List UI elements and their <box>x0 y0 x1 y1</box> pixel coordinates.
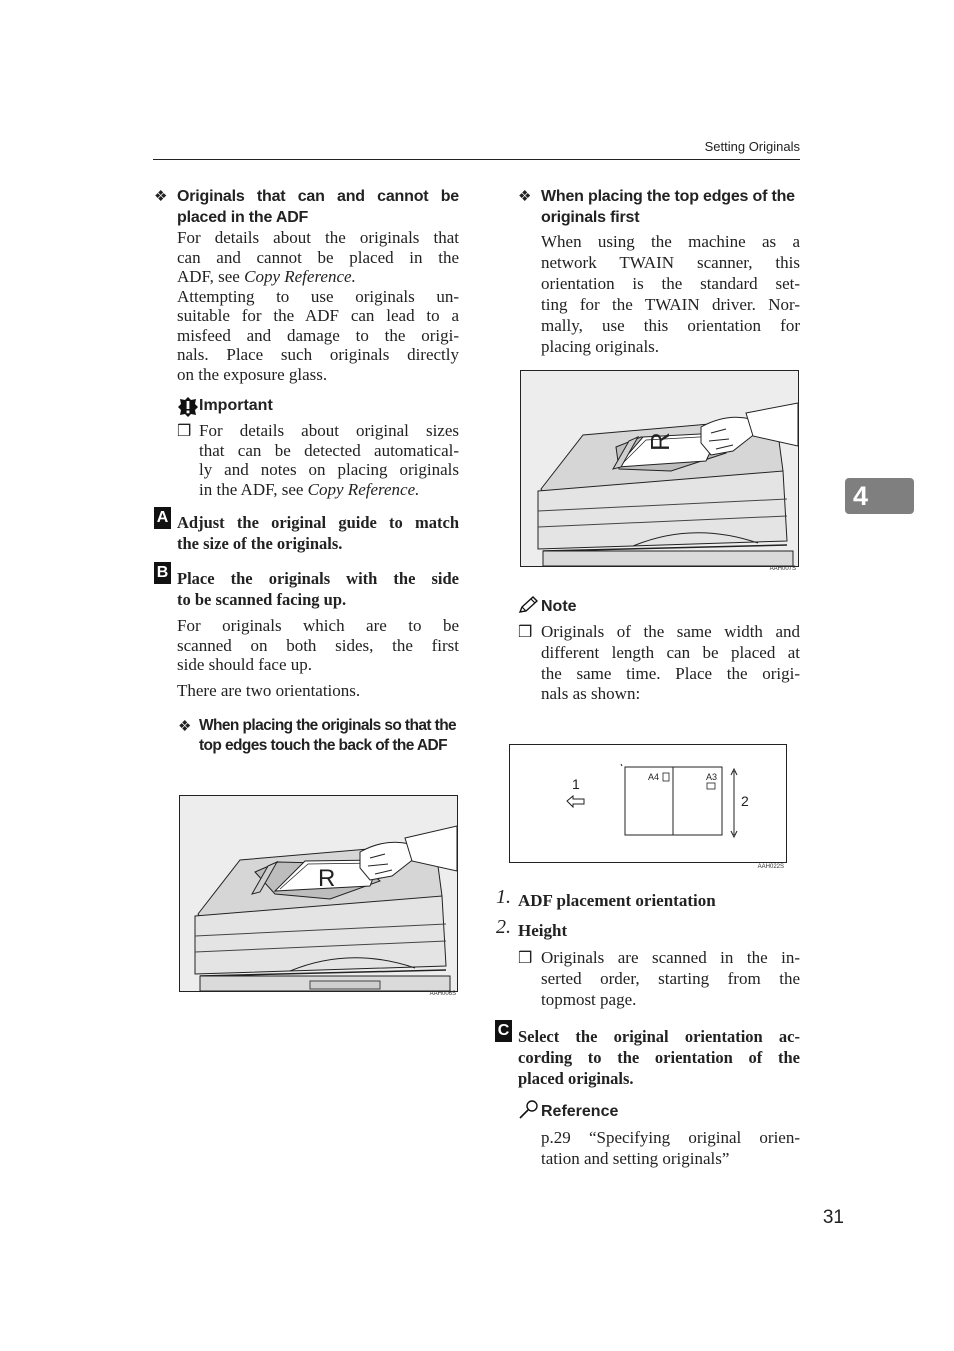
step-2-text <box>177 568 459 610</box>
text-line: side should face up. <box>177 655 313 674</box>
figure-code: AAH006S <box>429 991 456 997</box>
step-1-text <box>177 512 459 554</box>
list-number: 2. <box>496 916 511 938</box>
pencil-icon <box>518 596 538 614</box>
note-label: Note <box>541 598 577 615</box>
note-body <box>541 622 800 705</box>
text-run: in the ADF, see <box>199 479 308 499</box>
text-line: Place the originals with the side <box>177 569 459 588</box>
text-line: mally, use this orientation for <box>541 316 800 335</box>
header-rule <box>153 159 800 160</box>
text-line: Attempting to use originals un- <box>177 286 459 306</box>
text-line: suitable for the ADF can lead to a <box>177 306 459 325</box>
chapter-tab: 4 <box>845 478 914 514</box>
original-letter: R <box>318 865 336 892</box>
paper-orientation-diagram <box>509 744 787 863</box>
diagram-a3-label: A3 <box>706 772 718 782</box>
text-line: ting for the TWAIN driver. Nor- <box>541 295 800 314</box>
text-line <box>177 267 459 287</box>
step-3-text <box>518 1026 800 1089</box>
section-title <box>177 186 459 228</box>
step-2-body <box>177 616 459 700</box>
reference-body <box>541 1127 800 1169</box>
text-run: ADF, see <box>177 267 245 286</box>
step-marker-3: C <box>495 1020 512 1042</box>
step-marker-2: B <box>154 562 171 584</box>
text-line: cording to the orientation of the <box>518 1048 800 1067</box>
text-line <box>199 480 459 500</box>
list-note-body <box>541 948 800 1010</box>
diagram-label-1: 1 <box>572 776 580 792</box>
figure-code: AAH022S <box>757 864 784 870</box>
list-item <box>496 916 568 940</box>
reference-link[interactable]: tation and setting originals” <box>541 1149 730 1168</box>
text-line: topmost page. <box>541 989 637 1009</box>
original-letter: R <box>645 432 675 451</box>
important-label: Important <box>199 397 273 414</box>
text-line: When using the machine as a <box>541 232 800 251</box>
adf-illustration-back-edge <box>179 795 458 992</box>
section-bullet-icon: ❖ <box>154 189 168 205</box>
page-number: 31 <box>822 1207 844 1228</box>
magnifier-icon <box>518 1100 540 1120</box>
text-line: nals. Place such originals directly <box>177 345 459 364</box>
text-line: For originals which are to be <box>177 616 459 635</box>
text-line: Adjust the original guide to match <box>177 513 459 532</box>
text-line: When placing the originals so that the <box>199 717 457 734</box>
figure-code: AAH007S <box>769 566 796 572</box>
text-line: the size of the originals. <box>177 534 343 553</box>
checkbox-bullet-icon: ❒ <box>518 624 533 641</box>
reference-label: Reference <box>541 1103 619 1120</box>
checkbox-bullet-icon: ❒ <box>518 950 533 967</box>
list-text: Height <box>518 921 568 940</box>
cross-reference: Copy Reference. <box>244 267 356 286</box>
subsection-title <box>199 716 461 756</box>
section-title-line: placed in the ADF <box>177 209 309 226</box>
reference-link[interactable]: p.29 “Specifying original orien- <box>541 1128 800 1147</box>
text-line: the same time. Place the origi- <box>541 663 800 683</box>
text-line: For details about original sizes <box>199 421 459 440</box>
text-line: Originals are scanned in the in- <box>541 948 800 967</box>
text-line: ly and notes on placing originals <box>199 460 459 479</box>
cross-reference: Copy Reference. <box>307 479 420 499</box>
text-line: that can be detected automatical- <box>199 440 459 460</box>
text-line: top edges touch the back of the ADF <box>199 737 447 754</box>
text-line: placed originals. <box>518 1069 634 1088</box>
section-bullet-icon: ❖ <box>518 189 532 205</box>
list-item <box>496 886 716 910</box>
section-body <box>541 231 800 357</box>
section-title <box>541 186 803 228</box>
text-line: to be scanned facing up. <box>177 590 347 609</box>
running-header: Setting Originals <box>704 139 800 154</box>
text-line: nals as shown: <box>541 684 641 704</box>
text-line: on the exposure glass. <box>177 364 328 384</box>
diagram-label-2: 2 <box>741 793 749 809</box>
text-line: misfeed and damage to the origi- <box>177 325 459 345</box>
text-line: For details about the originals that <box>177 228 459 247</box>
step-marker-1: A <box>154 507 171 529</box>
text-line: Originals of the same width and <box>541 622 800 641</box>
diagram-a4-label: A4 <box>648 772 660 782</box>
important-body <box>199 421 459 499</box>
section-title-line: Originals that can and cannot be <box>177 188 459 205</box>
list-text: ADF placement orientation <box>518 891 716 910</box>
text-line: There are two orientations. <box>177 680 361 700</box>
text-line: orientation is the standard set- <box>541 274 800 293</box>
text-line: placing originals. <box>541 337 660 356</box>
text-line: serted order, starting from the <box>541 968 800 988</box>
section-bullet-icon: ❖ <box>178 719 192 735</box>
text-line: originals first <box>541 209 640 226</box>
adf-illustration-top-edge <box>520 370 799 567</box>
text-line: When placing the top edges of the <box>541 188 795 205</box>
text-line: Select the original orientation ac- <box>518 1027 800 1046</box>
text-line: network TWAIN scanner, this <box>541 253 800 272</box>
section-body <box>177 228 459 384</box>
text-line: scanned on both sides, the first <box>177 635 459 655</box>
important-icon <box>178 397 198 417</box>
text-line: can and cannot be placed in the <box>177 247 459 267</box>
text-line: different length can be placed at <box>541 642 800 662</box>
list-number: 1. <box>496 886 511 908</box>
checkbox-bullet-icon: ❒ <box>177 423 192 440</box>
